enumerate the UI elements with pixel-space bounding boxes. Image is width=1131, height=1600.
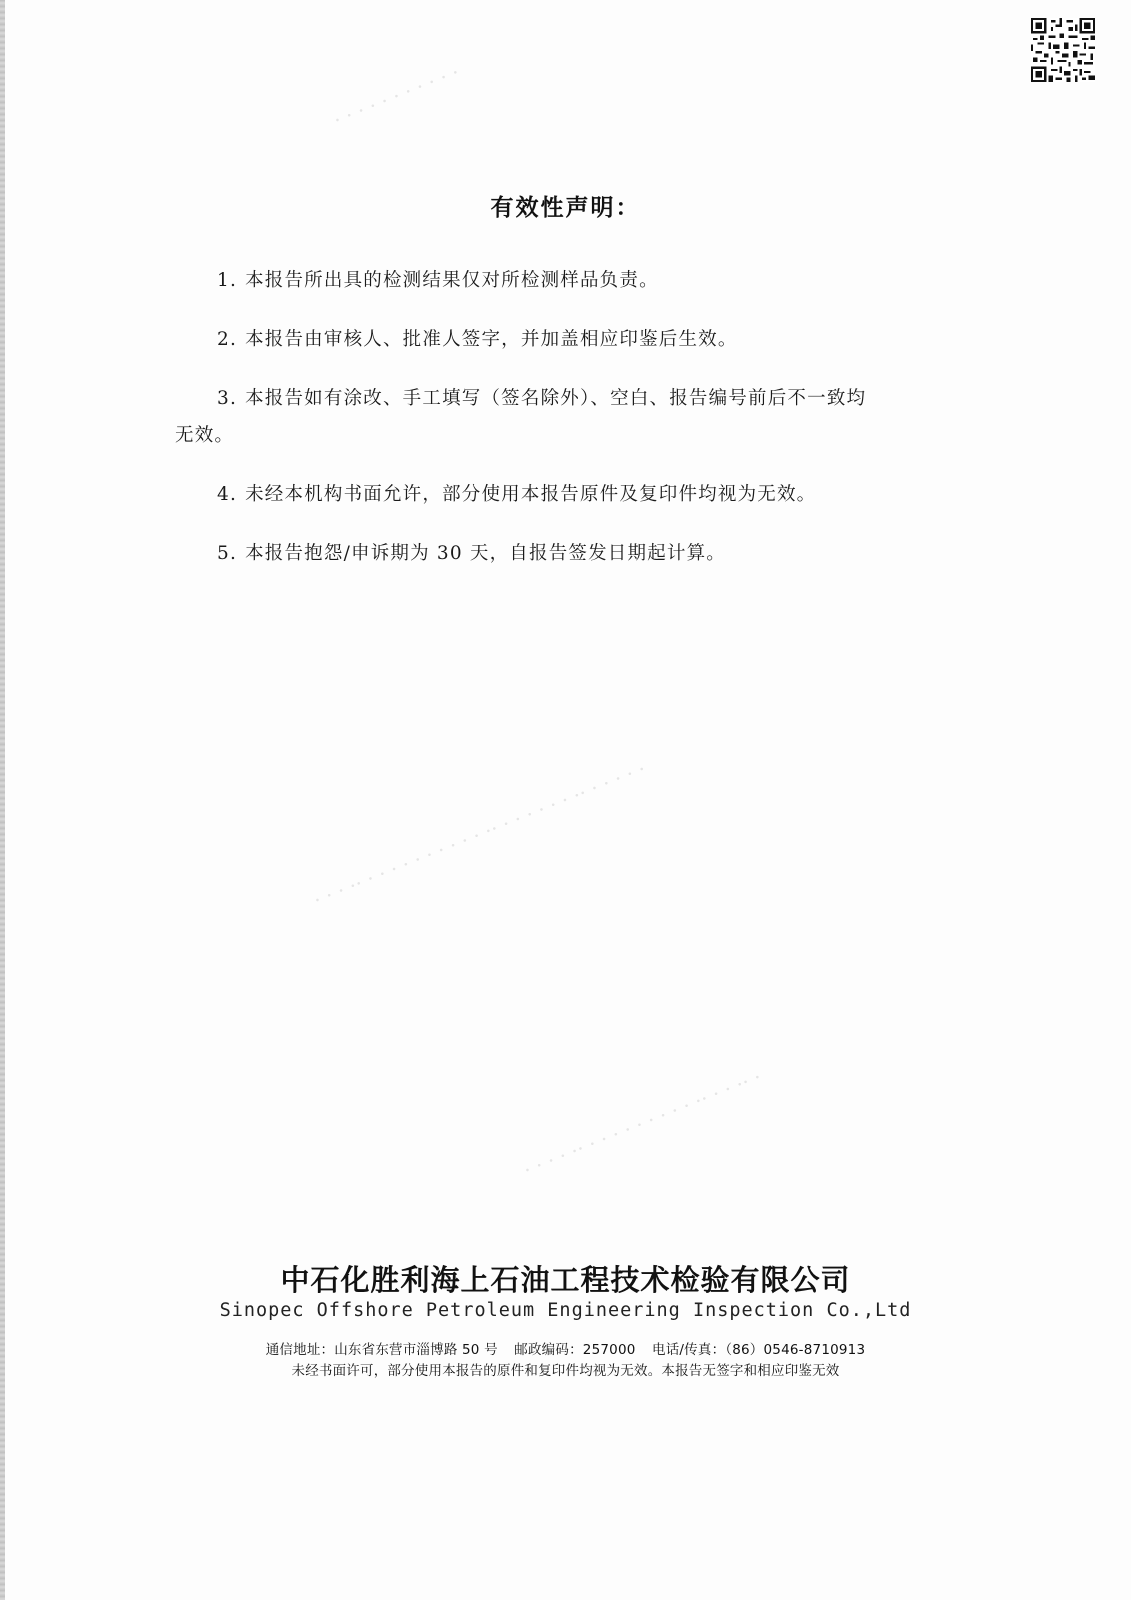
list-item-number: 5. xyxy=(217,543,238,564)
list-item xyxy=(175,535,965,572)
list-item xyxy=(175,321,965,358)
postcode-text: 邮政编码：257000 xyxy=(514,1342,636,1358)
footer-notice: 未经书面许可，部分使用本报告的原件和复印件均视为无效。本报告无签字和相应印鉴无效 xyxy=(291,1363,840,1379)
contact-line xyxy=(0,1340,1131,1361)
notice-list xyxy=(175,262,965,594)
watermark-stroke: · · · ·· · · · · · · · · · · ·· · · · · · · ·· · · · · · xyxy=(310,756,650,913)
list-item-number: 1. xyxy=(217,270,238,291)
list-item-number: 2. xyxy=(217,329,238,350)
watermark-stroke: · · · · · · · · · · · xyxy=(330,59,463,133)
list-item-text: 本报告由审核人、批准人签字，并加盖相应印鉴后生效。 xyxy=(245,329,738,350)
address-text: 通信地址：山东省东营市淄博路 50 号 xyxy=(265,1342,498,1358)
list-item-continuation: 无效。 xyxy=(175,425,235,446)
list-item-text: 本报告所出具的检测结果仅对所检测样品负责。 xyxy=(245,270,659,291)
list-item xyxy=(175,380,965,454)
list-item-text: 本报告抱怨/申诉期为 30 天，自报告签发日期起计算。 xyxy=(245,543,726,564)
list-item-text: 本报告如有涂改、手工填写（签名除外）、空白、报告编号前后不一致均 xyxy=(245,388,867,409)
company-name-cn: 中石化胜利海上石油工程技术检验有限公司 xyxy=(280,1263,851,1297)
watermark-stroke: · · · · ·· · · · · · · · · · ·· · · ·· · xyxy=(520,1064,765,1183)
list-item-number: 3. xyxy=(217,388,238,409)
list-item xyxy=(175,476,965,513)
list-item-text: 未经本机构书面允许，部分使用本报告原件及复印件均视为无效。 xyxy=(245,484,817,505)
company-name-en: Sinopec Offshore Petroleum Engineering Inspection Co.,Ltd xyxy=(219,1300,912,1321)
list-item xyxy=(175,262,965,299)
list-item-number: 4. xyxy=(217,484,238,505)
company-footer xyxy=(0,1262,1131,1382)
page-title: 有效性声明： xyxy=(490,195,641,221)
phone-text: 电话/传真：（86）0546-8710913 xyxy=(652,1342,866,1358)
qr-code-icon xyxy=(1031,18,1095,82)
contact-info xyxy=(0,1340,1131,1382)
